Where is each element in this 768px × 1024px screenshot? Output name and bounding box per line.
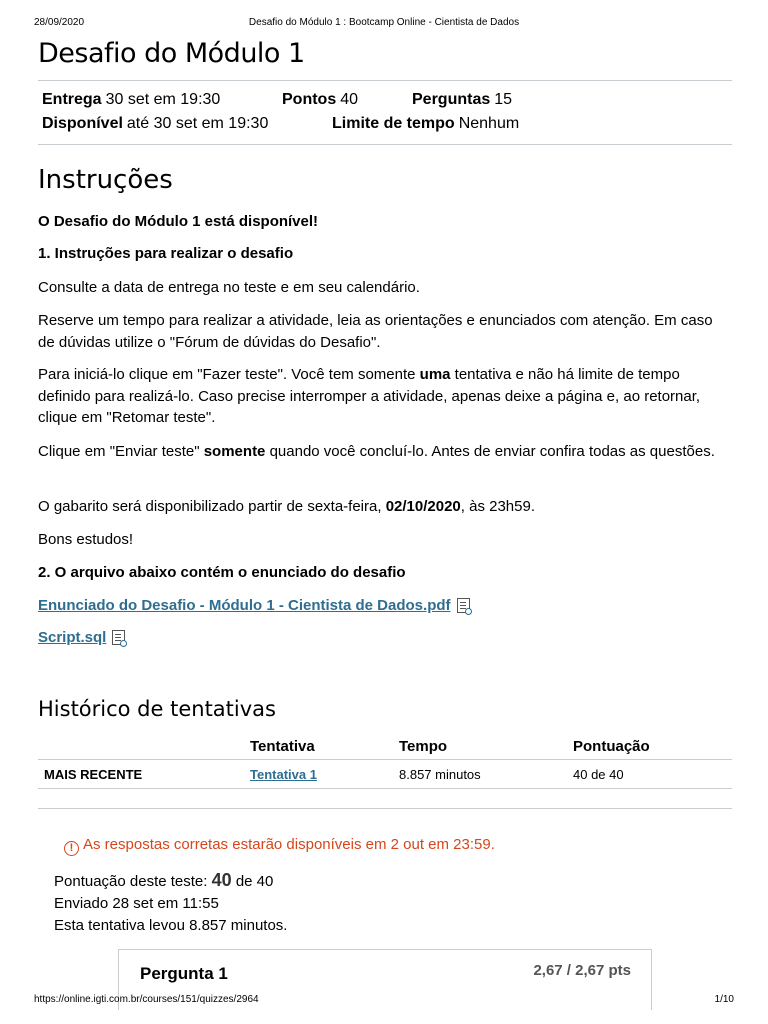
print-page-title: Desafio do Módulo 1 : Bootcamp Online - Cientista de Dados <box>248 17 520 28</box>
points-value: 40 <box>340 91 359 108</box>
due-value: 30 set em 19:30 <box>105 91 221 108</box>
answers-availability-warning <box>64 836 495 856</box>
divider <box>38 80 732 81</box>
document-preview-icon[interactable] <box>457 598 470 613</box>
divider <box>38 144 732 145</box>
due-date <box>42 91 220 109</box>
quiz-title: Desafio do Módulo 1 <box>38 38 305 69</box>
history-heading: Histórico de tentativas <box>38 697 276 721</box>
divider <box>38 808 732 809</box>
question-title: Pergunta 1 <box>140 964 228 983</box>
questions-count <box>412 91 512 109</box>
file-link-row <box>38 627 728 649</box>
time-limit-value: Nenhum <box>458 115 520 132</box>
attempt-1-link[interactable]: Tentativa 1 <box>250 767 317 782</box>
available-value: até 30 set em 19:30 <box>126 115 269 132</box>
step1-heading: 1. Instruções para realizar o desafio <box>38 245 294 262</box>
availability-notice: O Desafio do Módulo 1 está disponível! <box>38 213 319 230</box>
submitted-at: Enviado 28 set em 11:55 <box>54 895 219 912</box>
points <box>282 91 358 109</box>
available-label: Disponível <box>42 115 123 132</box>
attempt-duration: Esta tentativa levou 8.857 minutos. <box>54 917 288 934</box>
score-value: 40 <box>211 870 232 890</box>
attempt-score: 40 de 40 <box>573 767 624 782</box>
print-header <box>34 17 734 31</box>
col-attempt-header: Tentativa <box>250 738 315 755</box>
instruction-start: Para iniciá-lo clique em "Fazer teste". Você tem somente uma tentativa e não há limite de tempo definido para realizá-lo. Caso precise interromper a atividade, apenas deixe a página e, ao retornar, clique em "Retomar teste". <box>38 366 701 426</box>
step2-heading: 2. O arquivo abaixo contém o enunciado do desafio <box>38 564 406 581</box>
print-footer <box>34 994 734 1008</box>
instruction-reserve: Reserve um tempo para realizar a atividade, leia as orientações e enunciados com atenção. Em caso de dúvidas utilize o "Fórum de dúvidas do Desafio". <box>38 312 713 351</box>
questions-label: Perguntas <box>412 91 491 108</box>
points-label: Pontos <box>282 91 337 108</box>
document-preview-icon[interactable] <box>112 630 125 645</box>
table-divider <box>38 788 732 789</box>
most-recent-label: MAIS RECENTE <box>44 767 143 782</box>
quiz-score: Pontuação deste teste: 40 de 40 <box>54 870 274 890</box>
col-score-header: Pontuação <box>573 738 650 755</box>
print-date: 28/09/2020 <box>34 17 85 28</box>
instruction-consult: Consulte a data de entrega no teste e em seu calendário. <box>38 279 420 296</box>
script-sql-link[interactable]: Script.sql <box>38 629 107 646</box>
time-limit <box>332 115 519 133</box>
instruction-goodbye: Bons estudos! <box>38 531 134 548</box>
instruction-submit: Clique em "Enviar teste" somente quando você concluí-lo. Antes de enviar confira todas as questões. <box>38 443 715 460</box>
attempt-time: 8.857 minutos <box>399 767 481 782</box>
time-limit-label: Limite de tempo <box>332 115 455 132</box>
due-label: Entrega <box>42 91 102 108</box>
availability <box>42 115 268 133</box>
file-link-row <box>38 595 728 617</box>
print-url: https://online.igti.com.br/courses/151/quizzes/2964 <box>34 994 259 1005</box>
instruction-answer-key: O gabarito será disponibilizado partir de sexta-feira, 02/10/2020, às 23h59. <box>38 498 535 515</box>
question-points: 2,67 / 2,67 pts <box>533 962 631 979</box>
col-time-header: Tempo <box>399 738 448 755</box>
warning-text: As respostas corretas estarão disponíveis em 2 out em 23:59. <box>83 836 495 853</box>
page-number: 1/10 <box>714 994 734 1005</box>
table-divider <box>38 759 732 760</box>
statement-pdf-link[interactable]: Enunciado do Desafio - Módulo 1 - Cientista de Dados.pdf <box>38 597 451 614</box>
instructions-heading: Instruções <box>38 165 173 195</box>
questions-value: 15 <box>494 91 513 108</box>
warning-icon: ! <box>64 841 79 856</box>
